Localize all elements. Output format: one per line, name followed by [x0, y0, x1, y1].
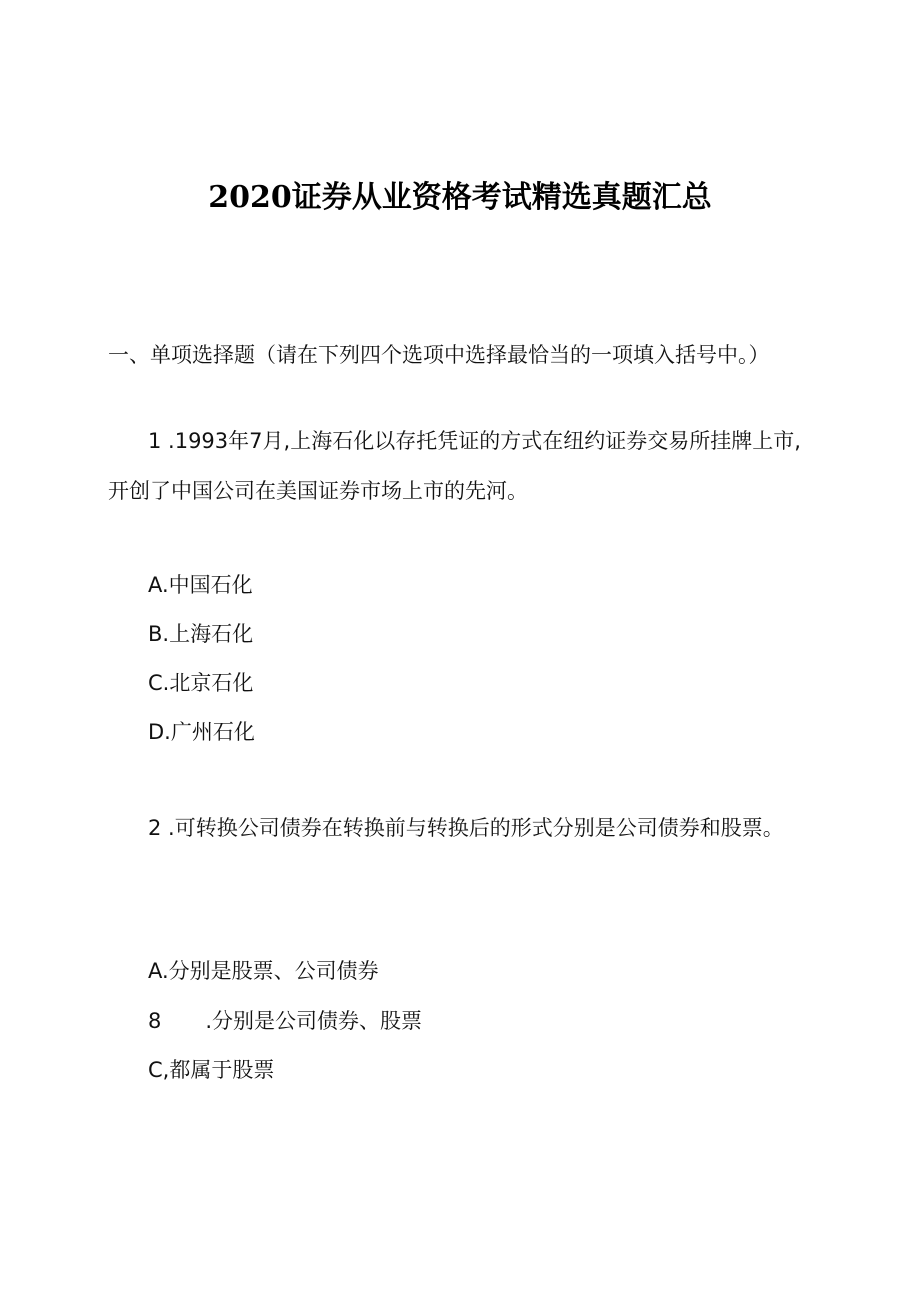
question-1-option-d: D.广州石化 [148, 720, 255, 744]
section-heading-text: 一、单项选择题（请在下列四个选项中选择最恰当的一项填入括号中。） [108, 343, 770, 367]
question-1 [108, 416, 808, 516]
question-1-option-a: A.中国石化 [148, 573, 253, 597]
question-2-option-b-marker: 8 [148, 1009, 162, 1033]
document-title: 2020证券从业资格考试精选真题汇总 [208, 180, 712, 215]
question-2-option-a: A.分别是股票、公司债券 [148, 959, 379, 983]
question-1-option-b: B.上海石化 [148, 622, 254, 646]
question-2-option-b-text: .分别是公司债券、股票 [205, 1009, 423, 1033]
question-2-option-b [148, 1006, 422, 1036]
question-2 [108, 803, 808, 853]
question-2-option-c: C,都属于股票 [148, 1058, 275, 1082]
section-heading [108, 280, 808, 380]
question-2-text: 2 .可转换公司债券在转换前与转换后的形式分别是公司债券和股票。 [148, 816, 784, 840]
question-1-text: 1 .1993年7月,上海石化以存托凭证的方式在纽约证券交易所挂牌上市,开创了中国公司在美国证券市场上市的先河。 [108, 429, 801, 503]
question-1-option-c: C.北京石化 [148, 671, 254, 695]
